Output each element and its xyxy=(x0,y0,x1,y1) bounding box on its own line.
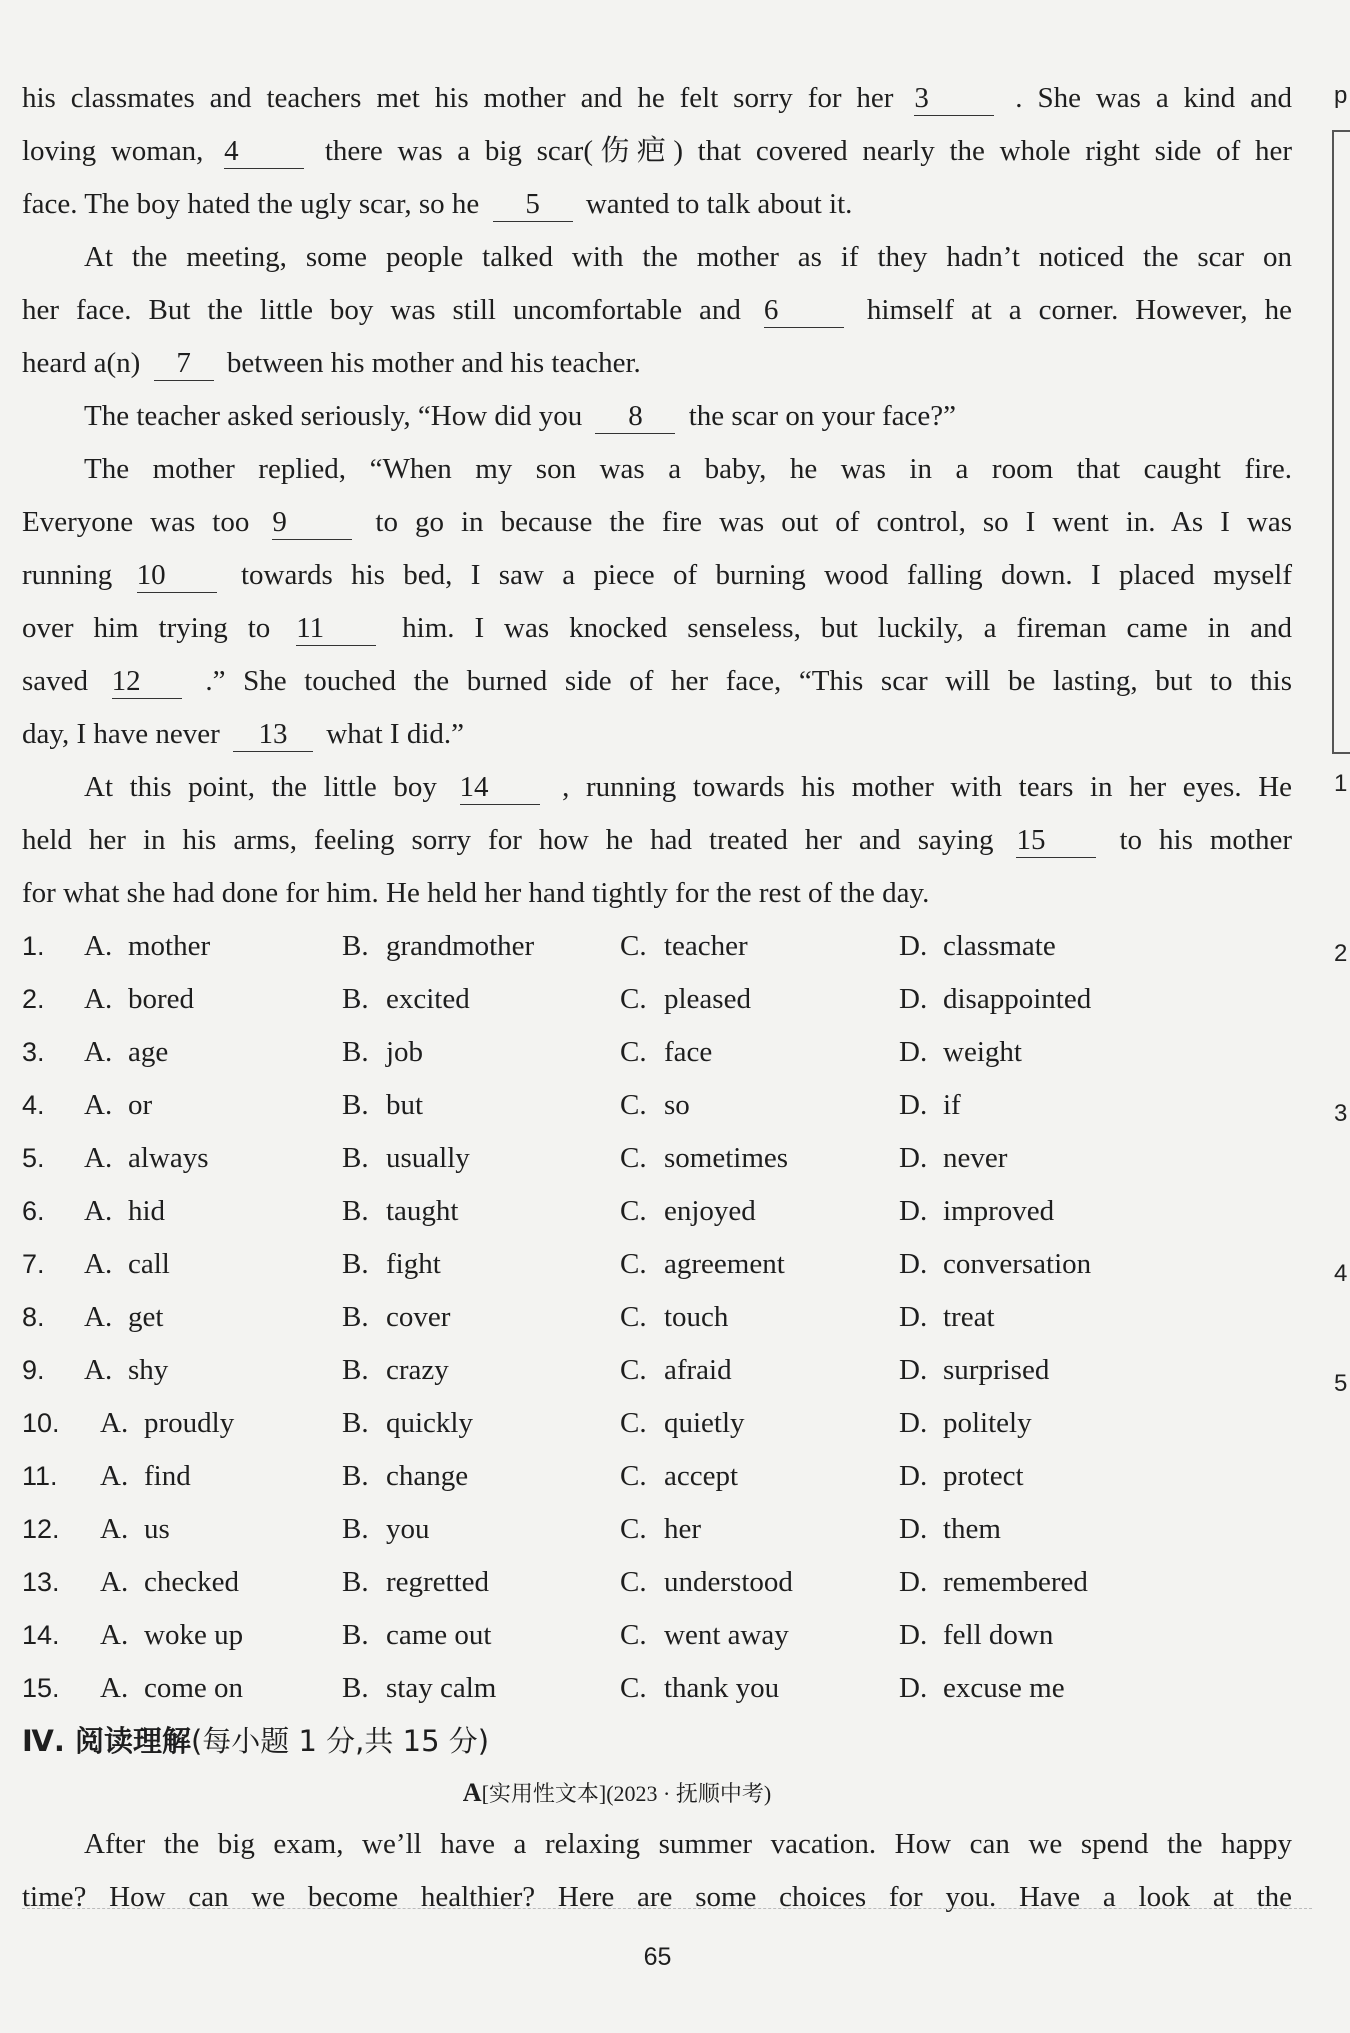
passage-text-segment: saved xyxy=(22,665,89,697)
reading-line: time? How can we become healthier? Here are some choices for you. Have a look at the xyxy=(22,1881,1292,1913)
option-text: taught xyxy=(386,1195,459,1227)
option-text: cover xyxy=(386,1301,451,1333)
option-text: went away xyxy=(664,1619,789,1651)
option-a xyxy=(84,1291,163,1344)
option-letter: D. xyxy=(899,1248,928,1280)
option-letter: B. xyxy=(342,1248,369,1280)
answer-blank: 9 xyxy=(272,505,352,540)
option-row xyxy=(22,1344,1292,1397)
passage-text-segment: wanted to talk about it. xyxy=(585,188,853,220)
option-b xyxy=(342,1556,489,1609)
option-text: find xyxy=(144,1460,191,1492)
option-c xyxy=(620,1662,779,1715)
option-letter: A. xyxy=(100,1407,129,1439)
edge-number: 3 xyxy=(1334,1100,1348,1127)
bottom-divider xyxy=(22,1908,1312,1909)
option-text: quickly xyxy=(386,1407,473,1439)
option-letter: D. xyxy=(899,1195,928,1227)
option-text: bored xyxy=(128,983,195,1015)
option-text: politely xyxy=(943,1407,1032,1439)
option-letter: B. xyxy=(342,1354,369,1386)
option-text: face xyxy=(664,1036,713,1068)
answer-blank: 14 xyxy=(460,770,540,805)
option-a xyxy=(84,1079,152,1132)
option-b xyxy=(342,920,534,973)
option-b xyxy=(342,1503,430,1556)
option-letter: D. xyxy=(899,1672,928,1704)
option-row xyxy=(22,1609,1292,1662)
option-text: enjoyed xyxy=(664,1195,756,1227)
option-letter: A. xyxy=(100,1460,129,1492)
option-letter: C. xyxy=(620,983,647,1015)
option-text: touch xyxy=(664,1301,729,1333)
option-letter: C. xyxy=(620,930,647,962)
passage-text-segment: himself at a corner. However, he xyxy=(866,294,1293,326)
option-row xyxy=(22,920,1292,973)
passage-text-segment: held her in his arms, feeling sorry for how he had treated her and saying xyxy=(22,824,994,856)
passage-text-segment: running xyxy=(22,559,113,591)
option-letter: D. xyxy=(899,1036,928,1068)
passage-line xyxy=(22,761,1292,814)
option-letter: A. xyxy=(84,1248,113,1280)
option-b xyxy=(342,1609,491,1662)
option-d xyxy=(899,1609,1053,1662)
passage-line xyxy=(22,496,1292,549)
option-letter: B. xyxy=(342,1672,369,1704)
passage-line xyxy=(22,284,1292,337)
option-letter: C. xyxy=(620,1036,647,1068)
option-letter: D. xyxy=(899,1354,928,1386)
edge-number: 1 xyxy=(1334,770,1348,797)
option-a xyxy=(100,1609,243,1662)
option-letter: D. xyxy=(899,1407,928,1439)
option-letter: A. xyxy=(100,1513,129,1545)
option-letter: B. xyxy=(342,1513,369,1545)
option-letter: D. xyxy=(899,1089,928,1121)
option-row xyxy=(22,1503,1292,1556)
edge-number: 4 xyxy=(1334,1260,1348,1287)
option-c xyxy=(620,1397,745,1450)
answer-blank: 4 xyxy=(224,134,304,169)
answer-blank: 15 xyxy=(1016,823,1096,858)
option-d xyxy=(899,1397,1032,1450)
answer-blank: 11 xyxy=(296,611,376,646)
option-row xyxy=(22,1397,1292,1450)
option-b xyxy=(342,1132,470,1185)
option-text: fell down xyxy=(943,1619,1054,1651)
passage-text-segment: At the meeting, some people talked with the mother as if they hadn’t noticed the scar on xyxy=(84,241,1292,273)
question-number: 14. xyxy=(22,1620,60,1650)
answer-blank: 7 xyxy=(154,346,214,381)
option-letter: C. xyxy=(620,1301,647,1333)
option-letter: B. xyxy=(342,930,369,962)
option-text: conversation xyxy=(943,1248,1092,1280)
section-note: (每小题 1 分,共 15 分) xyxy=(190,1724,490,1758)
option-text: stay calm xyxy=(386,1672,497,1704)
passage-text-segment: him. I was knocked senseless, but luckily, a fireman came in and xyxy=(402,612,1292,644)
option-d xyxy=(899,1132,1007,1185)
page-number: 65 xyxy=(643,1943,672,1971)
option-a xyxy=(100,1397,234,1450)
option-letter: D. xyxy=(899,1619,928,1651)
answer-blank: 5 xyxy=(493,187,573,222)
option-text: call xyxy=(128,1248,170,1280)
option-letter: C. xyxy=(620,1248,647,1280)
question-number: 8. xyxy=(22,1302,45,1332)
option-letter: A. xyxy=(84,1195,113,1227)
option-a xyxy=(100,1662,243,1715)
option-letter: B. xyxy=(342,1142,369,1174)
option-row xyxy=(22,1450,1292,1503)
option-text: checked xyxy=(144,1566,239,1598)
option-b xyxy=(342,1291,450,1344)
option-text: excited xyxy=(386,983,470,1015)
option-text: them xyxy=(943,1513,1001,1545)
option-c xyxy=(620,1450,738,1503)
option-text: job xyxy=(386,1036,424,1068)
question-number: 10. xyxy=(22,1408,60,1438)
option-text: come on xyxy=(144,1672,244,1704)
option-c xyxy=(620,1185,756,1238)
option-text: regretted xyxy=(386,1566,490,1598)
option-d xyxy=(899,973,1091,1026)
option-text: improved xyxy=(943,1195,1055,1227)
passage-line xyxy=(22,602,1292,655)
passage-line xyxy=(22,814,1292,867)
option-c xyxy=(620,1079,690,1132)
option-text: weight xyxy=(943,1036,1022,1068)
option-letter: D. xyxy=(899,1142,928,1174)
question-number: 4. xyxy=(22,1090,45,1120)
question-number: 7. xyxy=(22,1249,45,1279)
option-letter: C. xyxy=(620,1354,647,1386)
option-letter: A. xyxy=(84,1142,113,1174)
option-text: always xyxy=(128,1142,209,1174)
option-letter: B. xyxy=(342,1036,369,1068)
passage-a-header xyxy=(22,1768,1292,1818)
option-text: afraid xyxy=(664,1354,732,1386)
option-text: surprised xyxy=(943,1354,1050,1386)
option-c xyxy=(620,1132,788,1185)
edge-number: 5 xyxy=(1334,1370,1348,1397)
option-letter: B. xyxy=(342,1619,369,1651)
option-letter: A. xyxy=(84,1036,113,1068)
passage-line xyxy=(22,655,1292,708)
option-b xyxy=(342,1397,473,1450)
answer-blank: 10 xyxy=(137,558,217,593)
option-text: remembered xyxy=(943,1566,1088,1598)
passage-line xyxy=(22,443,1292,496)
option-text: excuse me xyxy=(943,1672,1065,1704)
option-a xyxy=(84,1185,165,1238)
option-letter: A. xyxy=(84,1089,113,1121)
passage-text-segment: there was a big scar(伤疤) that covered nearly the whole right side of her xyxy=(324,135,1292,167)
question-number: 12. xyxy=(22,1514,60,1544)
option-row xyxy=(22,973,1292,1026)
option-d xyxy=(899,1556,1088,1609)
passage-text-segment: to go in because the fire was out of control, so I went in. As I was xyxy=(375,506,1293,538)
option-a xyxy=(84,1026,168,1079)
option-text: but xyxy=(386,1089,424,1121)
option-c xyxy=(620,1344,732,1397)
passage-text-segment: At this point, the little boy xyxy=(84,771,437,803)
option-text: or xyxy=(128,1089,153,1121)
answer-blank: 6 xyxy=(764,293,844,328)
passage-text-segment: towards his bed, I saw a piece of burning wood falling down. I placed myself xyxy=(240,559,1292,591)
passage-text-segment: to his mother xyxy=(1119,824,1293,856)
option-text: understood xyxy=(664,1566,793,1598)
option-a xyxy=(84,1132,209,1185)
option-text: change xyxy=(386,1460,469,1492)
option-letter: C. xyxy=(620,1407,647,1439)
option-letter: C. xyxy=(620,1460,647,1492)
option-letter: A. xyxy=(84,1301,113,1333)
option-text: treat xyxy=(943,1301,995,1333)
adjacent-page-edge xyxy=(1318,0,1350,2033)
question-number: 2. xyxy=(22,984,45,1014)
passage-a-source: [实用性文本](2023 · 抚顺中考) xyxy=(481,1781,772,1806)
option-letter: B. xyxy=(342,1089,369,1121)
question-number: 5. xyxy=(22,1143,45,1173)
option-c xyxy=(620,973,751,1026)
passage-line xyxy=(22,337,1292,390)
question-number: 13. xyxy=(22,1567,60,1597)
answer-blank: 12 xyxy=(112,664,182,699)
option-d xyxy=(899,1662,1065,1715)
passage-text-segment: between his mother and his teacher. xyxy=(226,347,641,379)
option-letter: A. xyxy=(84,1354,113,1386)
passage-text-segment: for what she had done for him. He held her hand tightly for the rest of the day. xyxy=(22,877,930,909)
option-text: hid xyxy=(128,1195,166,1227)
passage-line xyxy=(22,125,1292,178)
option-letter: C. xyxy=(620,1566,647,1598)
section-label: Ⅳ. 阅读理解 xyxy=(22,1724,191,1758)
option-text: woke up xyxy=(144,1619,244,1651)
passage-text-segment: Everyone was too xyxy=(22,506,250,538)
passage-line xyxy=(22,390,1292,443)
option-a xyxy=(100,1450,191,1503)
option-letter: D. xyxy=(899,1301,928,1333)
option-d xyxy=(899,920,1056,973)
option-text: disappointed xyxy=(943,983,1092,1015)
option-text: crazy xyxy=(386,1354,449,1386)
option-a xyxy=(100,1556,239,1609)
option-b xyxy=(342,1450,468,1503)
answer-blank: 13 xyxy=(233,717,313,752)
option-text: proudly xyxy=(144,1407,235,1439)
passage-line xyxy=(22,178,1292,231)
option-letter: B. xyxy=(342,1407,369,1439)
option-letter: C. xyxy=(620,1195,647,1227)
option-letter: A. xyxy=(100,1619,129,1651)
passage-text-segment: heard a(n) xyxy=(22,347,141,379)
option-text: if xyxy=(943,1089,961,1121)
passage-text-segment: loving woman, xyxy=(22,135,204,167)
option-letter: B. xyxy=(342,1566,369,1598)
option-c xyxy=(620,1556,793,1609)
option-letter: D. xyxy=(899,1460,928,1492)
option-letter: B. xyxy=(342,1195,369,1227)
edge-frame xyxy=(1332,130,1350,754)
option-letter: C. xyxy=(620,1672,647,1704)
option-a xyxy=(84,973,194,1026)
option-text: teacher xyxy=(664,930,748,962)
option-letter: B. xyxy=(342,1301,369,1333)
passage-text-segment: .” She touched the burned side of her face, “This scar will be lasting, but to this xyxy=(205,665,1293,697)
option-b xyxy=(342,1185,459,1238)
option-text: classmate xyxy=(943,930,1056,962)
option-c xyxy=(620,1291,728,1344)
option-letter: D. xyxy=(899,983,928,1015)
passage-text-segment: his classmates and teachers met his mother and he felt sorry for her xyxy=(22,82,894,114)
option-text: age xyxy=(128,1036,169,1068)
passage-text-segment: day, I have never xyxy=(22,718,220,750)
option-letter: A. xyxy=(100,1566,129,1598)
option-text: her xyxy=(664,1513,702,1545)
question-number: 9. xyxy=(22,1355,45,1385)
option-a xyxy=(84,1238,170,1291)
option-row xyxy=(22,1079,1292,1132)
passage-text-segment: her face. But the little boy was still uncomfortable and xyxy=(22,294,741,326)
option-text: pleased xyxy=(664,983,751,1015)
option-a xyxy=(100,1503,170,1556)
option-letter: C. xyxy=(620,1142,647,1174)
option-text: grandmother xyxy=(386,930,535,962)
edge-letter: p xyxy=(1334,82,1348,109)
option-d xyxy=(899,1026,1022,1079)
question-number: 15. xyxy=(22,1673,60,1703)
option-text: never xyxy=(943,1142,1008,1174)
option-row xyxy=(22,1556,1292,1609)
passage-text-segment: The teacher asked seriously, “How did you xyxy=(84,400,583,432)
option-text: shy xyxy=(128,1354,169,1386)
option-c xyxy=(620,1238,785,1291)
option-letter: A. xyxy=(84,930,113,962)
passage-line xyxy=(22,549,1292,602)
option-b xyxy=(342,1662,496,1715)
passage-text-segment: what I did.” xyxy=(326,718,465,750)
option-text: fight xyxy=(386,1248,441,1280)
option-letter: D. xyxy=(899,930,928,962)
option-d xyxy=(899,1079,961,1132)
passage-text-segment: over him trying to xyxy=(22,612,271,644)
option-text: thank you xyxy=(664,1672,780,1704)
option-text: you xyxy=(386,1513,430,1545)
question-number: 6. xyxy=(22,1196,45,1226)
option-letter: C. xyxy=(620,1513,647,1545)
option-letter: C. xyxy=(620,1089,647,1121)
option-letter: B. xyxy=(342,1460,369,1492)
option-d xyxy=(899,1503,1001,1556)
option-text: us xyxy=(144,1513,170,1545)
passage-text-segment: face. The boy hated the ugly scar, so he xyxy=(22,188,480,220)
section-heading xyxy=(22,1715,1292,1768)
option-text: mother xyxy=(128,930,211,962)
option-a xyxy=(84,1344,168,1397)
passage-text-segment: , running towards his mother with tears in her eyes. He xyxy=(562,771,1293,803)
answer-blank: 8 xyxy=(595,399,675,434)
option-d xyxy=(899,1291,995,1344)
options-list xyxy=(22,920,1292,1715)
option-text: so xyxy=(664,1089,690,1121)
passage-line xyxy=(22,231,1292,284)
passage-text-segment: . She was a kind and xyxy=(1015,82,1293,114)
option-text: accept xyxy=(664,1460,739,1492)
option-b xyxy=(342,1344,449,1397)
option-d xyxy=(899,1238,1091,1291)
option-text: agreement xyxy=(664,1248,785,1280)
passage-text-segment: The mother replied, “When my son was a baby, he was in a room that caught fire. xyxy=(84,453,1292,485)
edge-number: 2 xyxy=(1334,940,1348,967)
question-number: 3. xyxy=(22,1037,45,1067)
option-text: usually xyxy=(386,1142,470,1174)
question-number: 1. xyxy=(22,931,45,961)
option-text: quietly xyxy=(664,1407,745,1439)
option-row xyxy=(22,1662,1292,1715)
option-letter: A. xyxy=(100,1672,129,1704)
option-b xyxy=(342,1238,441,1291)
option-letter: C. xyxy=(620,1619,647,1651)
option-row xyxy=(22,1132,1292,1185)
option-c xyxy=(620,920,748,973)
option-row xyxy=(22,1238,1292,1291)
option-row xyxy=(22,1185,1292,1238)
option-text: sometimes xyxy=(664,1142,789,1174)
passage-text xyxy=(22,72,1292,920)
passage-text-segment: the scar on your face?” xyxy=(688,400,957,432)
option-c xyxy=(620,1026,712,1079)
reading-line: After the big exam, we’ll have a relaxing summer vacation. How can we spend the happy xyxy=(84,1828,1292,1860)
cloze-passage xyxy=(22,72,1292,1924)
option-text: protect xyxy=(943,1460,1024,1492)
question-number: 11. xyxy=(22,1461,58,1491)
option-d xyxy=(899,1185,1054,1238)
option-b xyxy=(342,1026,423,1079)
option-letter: B. xyxy=(342,983,369,1015)
option-letter: A. xyxy=(84,983,113,1015)
option-c xyxy=(620,1609,789,1662)
answer-blank: 3 xyxy=(914,81,994,116)
option-text: get xyxy=(128,1301,164,1333)
option-b xyxy=(342,1079,423,1132)
passage-line xyxy=(22,72,1292,125)
option-d xyxy=(899,1344,1049,1397)
option-letter: D. xyxy=(899,1513,928,1545)
option-row xyxy=(22,1026,1292,1079)
passage-line xyxy=(22,708,1292,761)
option-d xyxy=(899,1450,1024,1503)
passage-a-letter: A xyxy=(462,1778,482,1807)
option-c xyxy=(620,1503,701,1556)
passage-line xyxy=(22,867,1292,920)
option-b xyxy=(342,973,470,1026)
option-a xyxy=(84,920,210,973)
option-row xyxy=(22,1291,1292,1344)
option-text: came out xyxy=(386,1619,492,1651)
option-letter: D. xyxy=(899,1566,928,1598)
